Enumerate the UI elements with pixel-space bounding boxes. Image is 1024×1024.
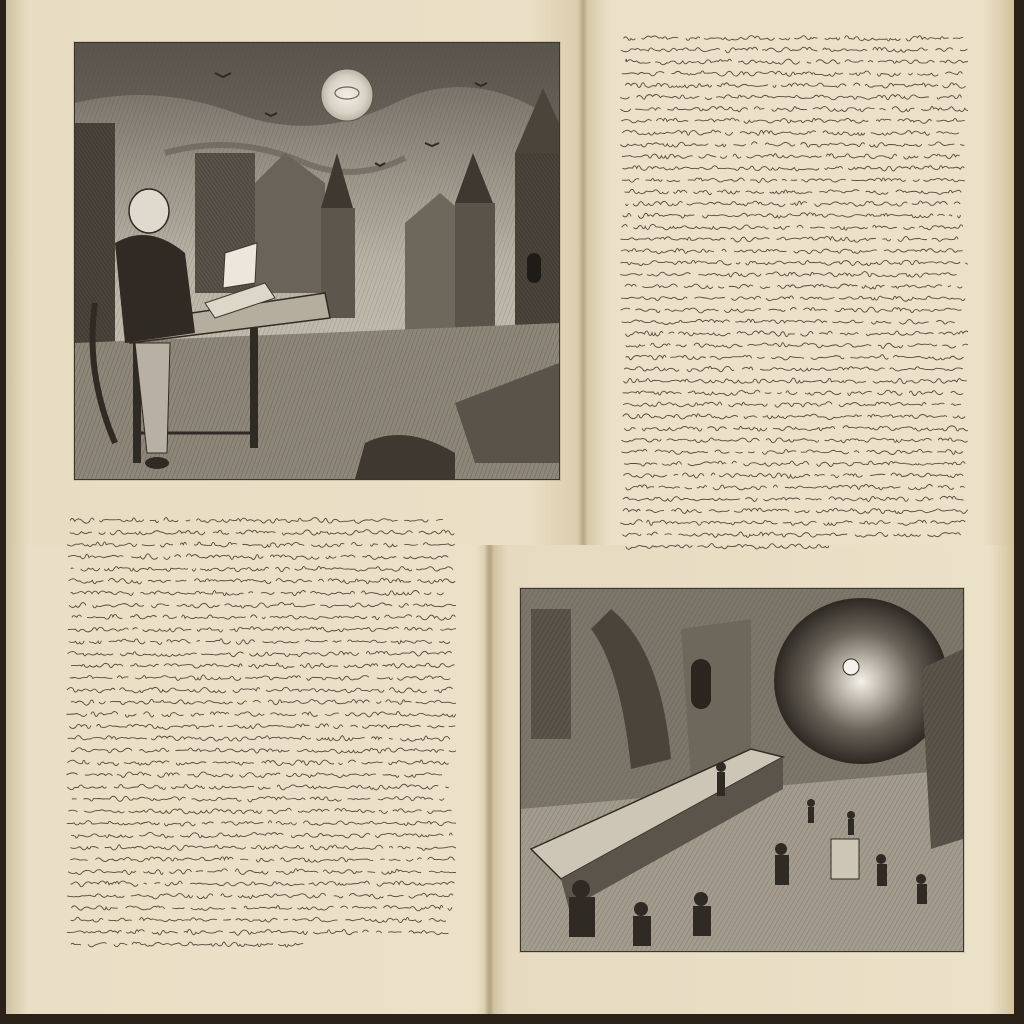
script-line [623,402,961,408]
script-line [622,532,960,537]
script-lines-lower [66,512,456,948]
script-line [623,496,964,501]
engraving-cavern-orb [520,588,964,952]
script-line [626,343,968,349]
handwritten-text-block-upper [620,30,968,550]
script-line [70,675,451,681]
lower-gutter-shadow [484,545,494,1014]
script-line [622,224,963,230]
script-line [72,614,455,620]
script-line [69,578,456,584]
script-line [71,699,456,705]
script-line [67,784,449,790]
script-line [624,426,968,431]
script-line [620,142,964,147]
script-line [71,881,455,887]
script-line [71,566,453,571]
script-line [67,772,447,778]
script-line [626,544,829,550]
script-line [67,687,453,693]
script-line [622,130,959,135]
script-line [621,307,962,313]
script-line [623,473,963,478]
script-line [624,378,967,384]
script-line [621,118,965,123]
script-line [626,355,964,360]
script-line [621,449,967,454]
scholar-engraving-art [75,43,559,479]
script-line [626,201,960,207]
script-line [71,663,455,668]
script-line [620,236,965,242]
handwritten-text-block-lower [66,512,456,948]
script-line [623,166,965,171]
script-line [624,366,963,371]
script-line [623,36,963,41]
script-line [70,518,450,524]
script-line [70,530,455,535]
script-line [71,832,452,838]
script-line [621,249,963,254]
script-line [622,154,960,159]
script-line [626,484,965,490]
script-line [69,602,456,608]
engraving-scholar-at-desk [74,42,560,480]
script-line [625,284,962,289]
script-line [622,319,960,324]
script-line [67,821,456,826]
script-line [70,845,456,851]
script-line [67,929,449,935]
script-line [67,893,453,899]
script-line [623,390,968,395]
script-line [626,59,968,65]
script-line [71,748,456,753]
script-line [71,590,450,595]
script-line [68,808,456,814]
script-line [620,260,968,265]
script-line [620,94,961,99]
script-line [70,857,454,862]
script-line [67,542,455,548]
script-line [66,711,455,717]
script-line [626,331,969,337]
script-line [72,796,450,802]
script-line [623,508,968,513]
script-line [68,736,454,742]
script-line [623,213,966,219]
script-line [621,296,965,301]
script-line [71,905,452,910]
script-line [68,554,448,560]
script-line [622,178,965,183]
script-line [625,189,962,194]
script-line [625,83,965,88]
script-line [620,272,963,278]
script-line [623,414,966,420]
script-line [71,917,446,922]
script-line [71,942,303,947]
script-line [620,520,965,526]
script-lines-upper [620,30,968,550]
script-line [67,760,448,765]
script-line [622,71,968,77]
script-line [68,627,456,632]
cavern-engraving-art [521,589,963,951]
script-line [69,724,455,730]
script-line [69,639,450,645]
script-line [621,438,967,443]
script-line [620,106,968,111]
upper-gutter-shadow [578,0,588,545]
script-line [621,47,968,53]
script-line [68,869,456,875]
script-line [68,651,452,656]
script-line [624,461,965,466]
